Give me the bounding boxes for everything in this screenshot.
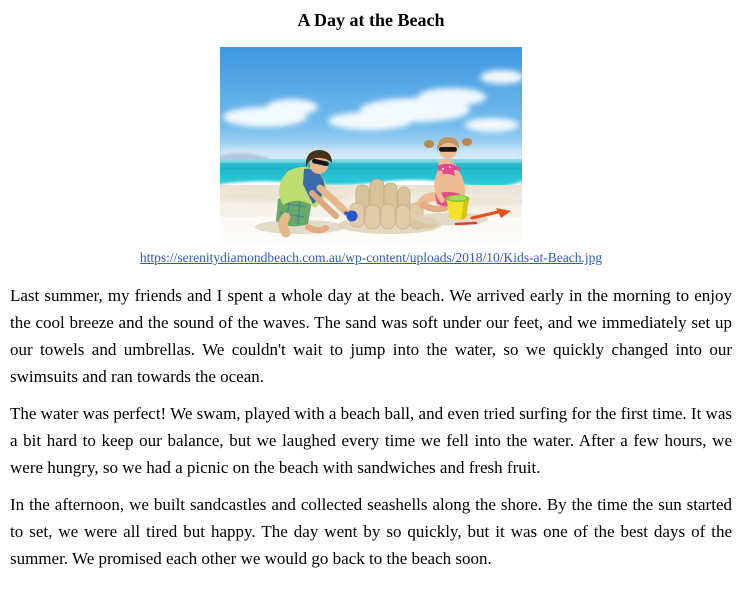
body-paragraph: Last summer, my friends and I spent a whole day at the beach. We arrived early in the morning to enjoy the cool breeze and the sound of the waves. The sand was soft under our feet, and we immediately set up our towels and umbrellas. We couldn't wait to jump into the water, so we quickly changed into our swimsuits and ran towards the ocean. [10, 286, 732, 386]
image-caption [0, 250, 742, 266]
image-source-link[interactable]: https://serenitydiamondbeach.com.au/wp-content/uploads/2018/10/Kids-at-Beach.jpg [139, 250, 603, 265]
document-page [0, 9, 742, 613]
body-paragraph: The water was perfect! We swam, played with a beach ball, and even tried surfing for the first time. It was a bit hard to keep our balance, but we laughed every time we fell into the water. After a few hours, we were hungry, so we had a picnic on the beach with sandwiches and fresh fruit. [10, 404, 732, 477]
body-paragraph: In the afternoon, we built sandcastles and collected seashells along the shore. By the time the sun started to set, we were all tired but happy. The day went by so quickly, but it was one of the best days of the summer. We promised each other we would go back to the beach soon. [10, 495, 732, 568]
kids-at-beach-image [220, 47, 522, 244]
page-title: A Day at the Beach [297, 10, 445, 30]
beach-image-figure [220, 47, 522, 244]
document-body [0, 282, 742, 572]
